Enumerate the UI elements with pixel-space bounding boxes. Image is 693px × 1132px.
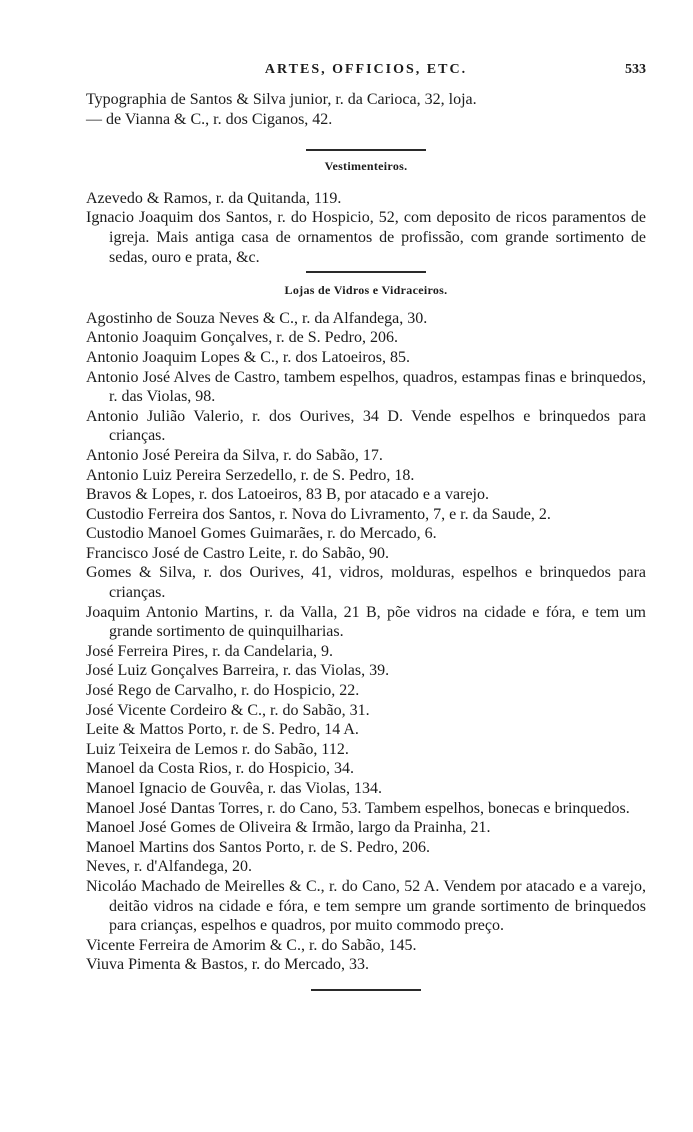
section-title-vestimenteiros: Vestimenteiros.	[324, 159, 408, 174]
page-number: 533	[625, 62, 646, 77]
directory-entry: Neves, r. d'Alfandega, 20.	[86, 858, 252, 876]
intro-entry: — de Vianna & C., r. dos Ciganos, 42.	[86, 110, 333, 128]
intro-entry: Typographia de Santos & Silva junior, r. da Carioca, 32, loja.	[86, 91, 477, 108]
section-vidros	[86, 309, 646, 975]
end-rule	[311, 989, 421, 991]
section-vestimenteiros	[86, 189, 646, 267]
directory-entry: Custodio Manoel Gomes Guimarães, r. do Mercado, 6.	[86, 525, 437, 543]
directory-entry: Vicente Ferreira de Amorim & C., r. do Sabão, 145.	[86, 936, 417, 954]
directory-entry: Antonio José Pereira da Silva, r. do Sabão, 17.	[86, 446, 383, 464]
directory-entry: Antonio Julião Valerio, r. dos Ourives, 34 D. Vende espelhos e brinquedos para crianças.	[86, 407, 646, 445]
directory-entry: Luiz Teixeira de Lemos r. do Sabão, 112.	[86, 740, 349, 758]
directory-entry: Leite & Mattos Porto, r. de S. Pedro, 14 A.	[86, 721, 359, 739]
running-header	[86, 62, 646, 86]
directory-entry: José Luiz Gonçalves Barreira, r. das Violas, 39.	[86, 662, 390, 680]
directory-entry: Antonio Joaquim Lopes & C., r. dos Latoeiros, 85.	[86, 348, 410, 366]
directory-entry: Manoel José Gomes de Oliveira & Irmão, largo da Prainha, 21.	[86, 819, 491, 837]
directory-entry: Antonio Luiz Pereira Serzedello, r. de S. Pedro, 18.	[86, 466, 415, 484]
directory-entry: Ignacio Joaquim dos Santos, r. do Hospicio, 52, com deposito de ricos paramentos de igreja. Mais antiga casa de ornamentos de profissão, com grande sortimento de sedas, ouro e prata, &c.	[86, 209, 646, 266]
directory-entry: Nicoláo Machado de Meirelles & C., r. do Cano, 52 A. Vendem por atacado e a varejo, deitão vidros na cidade e fóra, e tem sempre um grande sortimento de brinquedos para crianças, espelhos e quadros, por muito commodo preço.	[86, 877, 646, 935]
directory-entry: José Rego de Carvalho, r. do Hospicio, 22.	[86, 682, 360, 700]
directory-entry: Manoel da Costa Rios, r. do Hospicio, 34.	[86, 760, 354, 778]
directory-entry: Azevedo & Ramos, r. da Quitanda, 119.	[86, 189, 342, 207]
directory-entry: Bravos & Lopes, r. dos Latoeiros, 83 B, por atacado e a varejo.	[86, 486, 489, 504]
directory-content	[86, 90, 646, 991]
directory-entry: Custodio Ferreira dos Santos, r. Nova do Livramento, 7, e r. da Saude, 2.	[86, 505, 551, 523]
section-title-vidros: Lojas de Vidros e Vidraceiros.	[284, 283, 448, 298]
running-title: ARTES, OFFICIOS, ETC.	[264, 62, 468, 77]
directory-entry: Francisco José de Castro Leite, r. do Sabão, 90.	[86, 544, 390, 562]
directory-entry: Joaquim Antonio Martins, r. da Valla, 21 B, põe vidros na cidade e fóra, e tem um grande sortimento de quinquilharias.	[86, 603, 646, 641]
directory-entry: Antonio Joaquim Gonçalves, r. de S. Pedro, 206.	[86, 329, 398, 347]
directory-entry: Viuva Pimenta & Bastos, r. do Mercado, 33.	[86, 956, 369, 974]
directory-entry: Agostinho de Souza Neves & C., r. da Alfandega, 30.	[86, 309, 428, 327]
directory-entry: José Vicente Cordeiro & C., r. do Sabão, 31.	[86, 701, 370, 719]
directory-entry: Antonio José Alves de Castro, tambem espelhos, quadros, estampas finas e brinquedos, r. das Violas, 98.	[86, 368, 646, 406]
directory-entry: Manoel Ignacio de Gouvêa, r. das Violas, 134.	[86, 780, 383, 797]
directory-entry: Gomes & Silva, r. dos Ourives, 41, vidros, molduras, espelhos e brinquedos para crianças.	[86, 564, 646, 602]
directory-entry: José Ferreira Pires, r. da Candelaria, 9.	[86, 642, 334, 660]
directory-entry: Manoel Martins dos Santos Porto, r. de S. Pedro, 206.	[86, 838, 430, 856]
directory-entry: Manoel José Dantas Torres, r. do Cano, 53. Tambem espelhos, bonecas e brinquedos.	[86, 799, 630, 817]
